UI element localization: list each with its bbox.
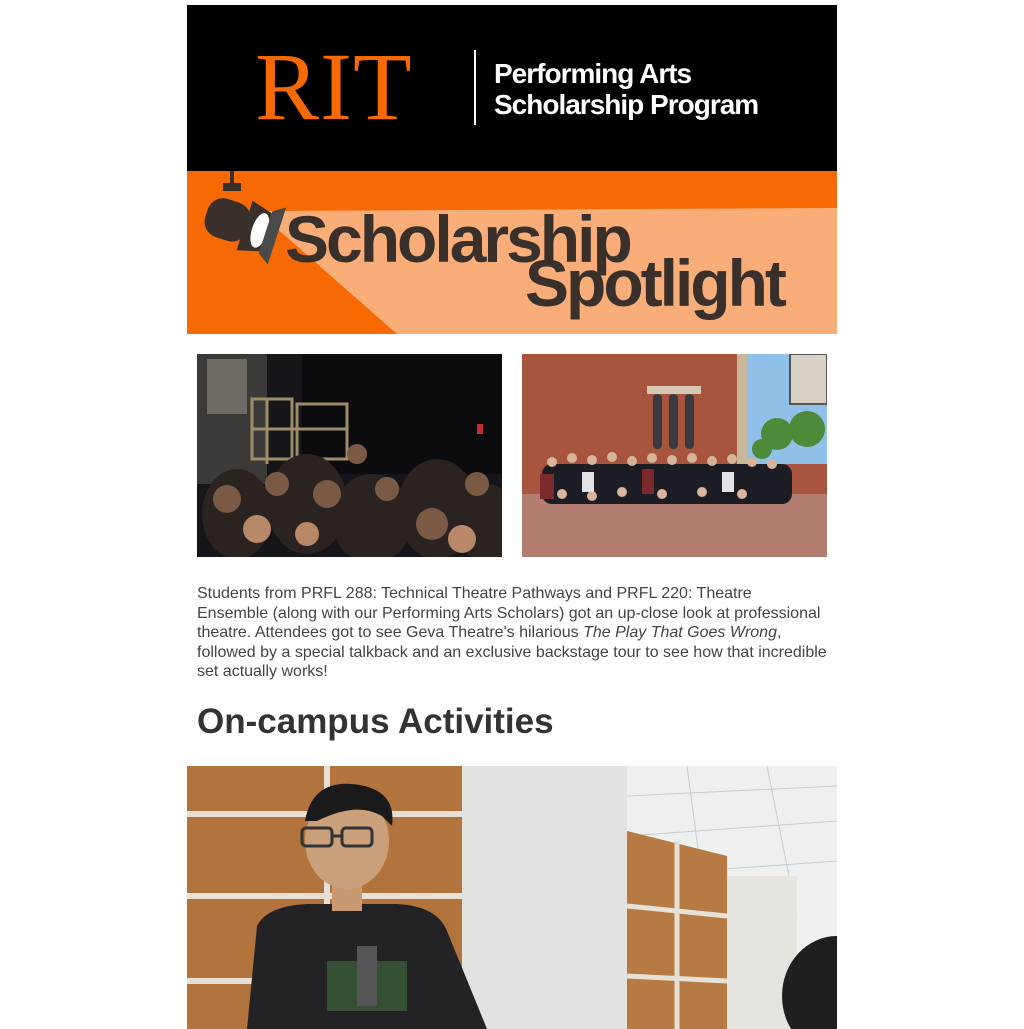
rit-logo: RIT	[255, 33, 413, 140]
story-text-start: Students from PRFL 288: Technical Theatre Pathways and PRFL 220: Theatre Ensemble (along with our Performing Arts Scholars) got an up-close look at professional theatre. Attendees got to see Geva Theatre's hilarious	[197, 585, 821, 641]
banner-title-spotlight: Spotlight	[525, 246, 784, 320]
header-banner	[187, 5, 837, 171]
story-text-end: , followed by a special talkback and an exclusive backstage tour to see how that incredible set actually works!	[197, 624, 827, 680]
theatre-stage-photo[interactable]	[197, 354, 502, 557]
photo-row	[187, 334, 837, 577]
program-name	[494, 58, 758, 120]
header-divider	[474, 50, 476, 125]
banner-title-scholarship: Scholarship	[285, 202, 630, 276]
story-paragraph	[197, 584, 827, 682]
group-photo[interactable]	[522, 354, 827, 557]
program-line-2: Scholarship Program	[494, 89, 759, 120]
play-title: The Play That Goes Wrong	[583, 624, 777, 641]
on-campus-activity-photo[interactable]	[187, 766, 837, 1029]
program-line-1: Performing Arts	[494, 58, 692, 89]
scholarship-spotlight-banner	[187, 171, 837, 334]
section-title: On-campus Activities	[197, 701, 554, 741]
email-body	[187, 5, 837, 743]
